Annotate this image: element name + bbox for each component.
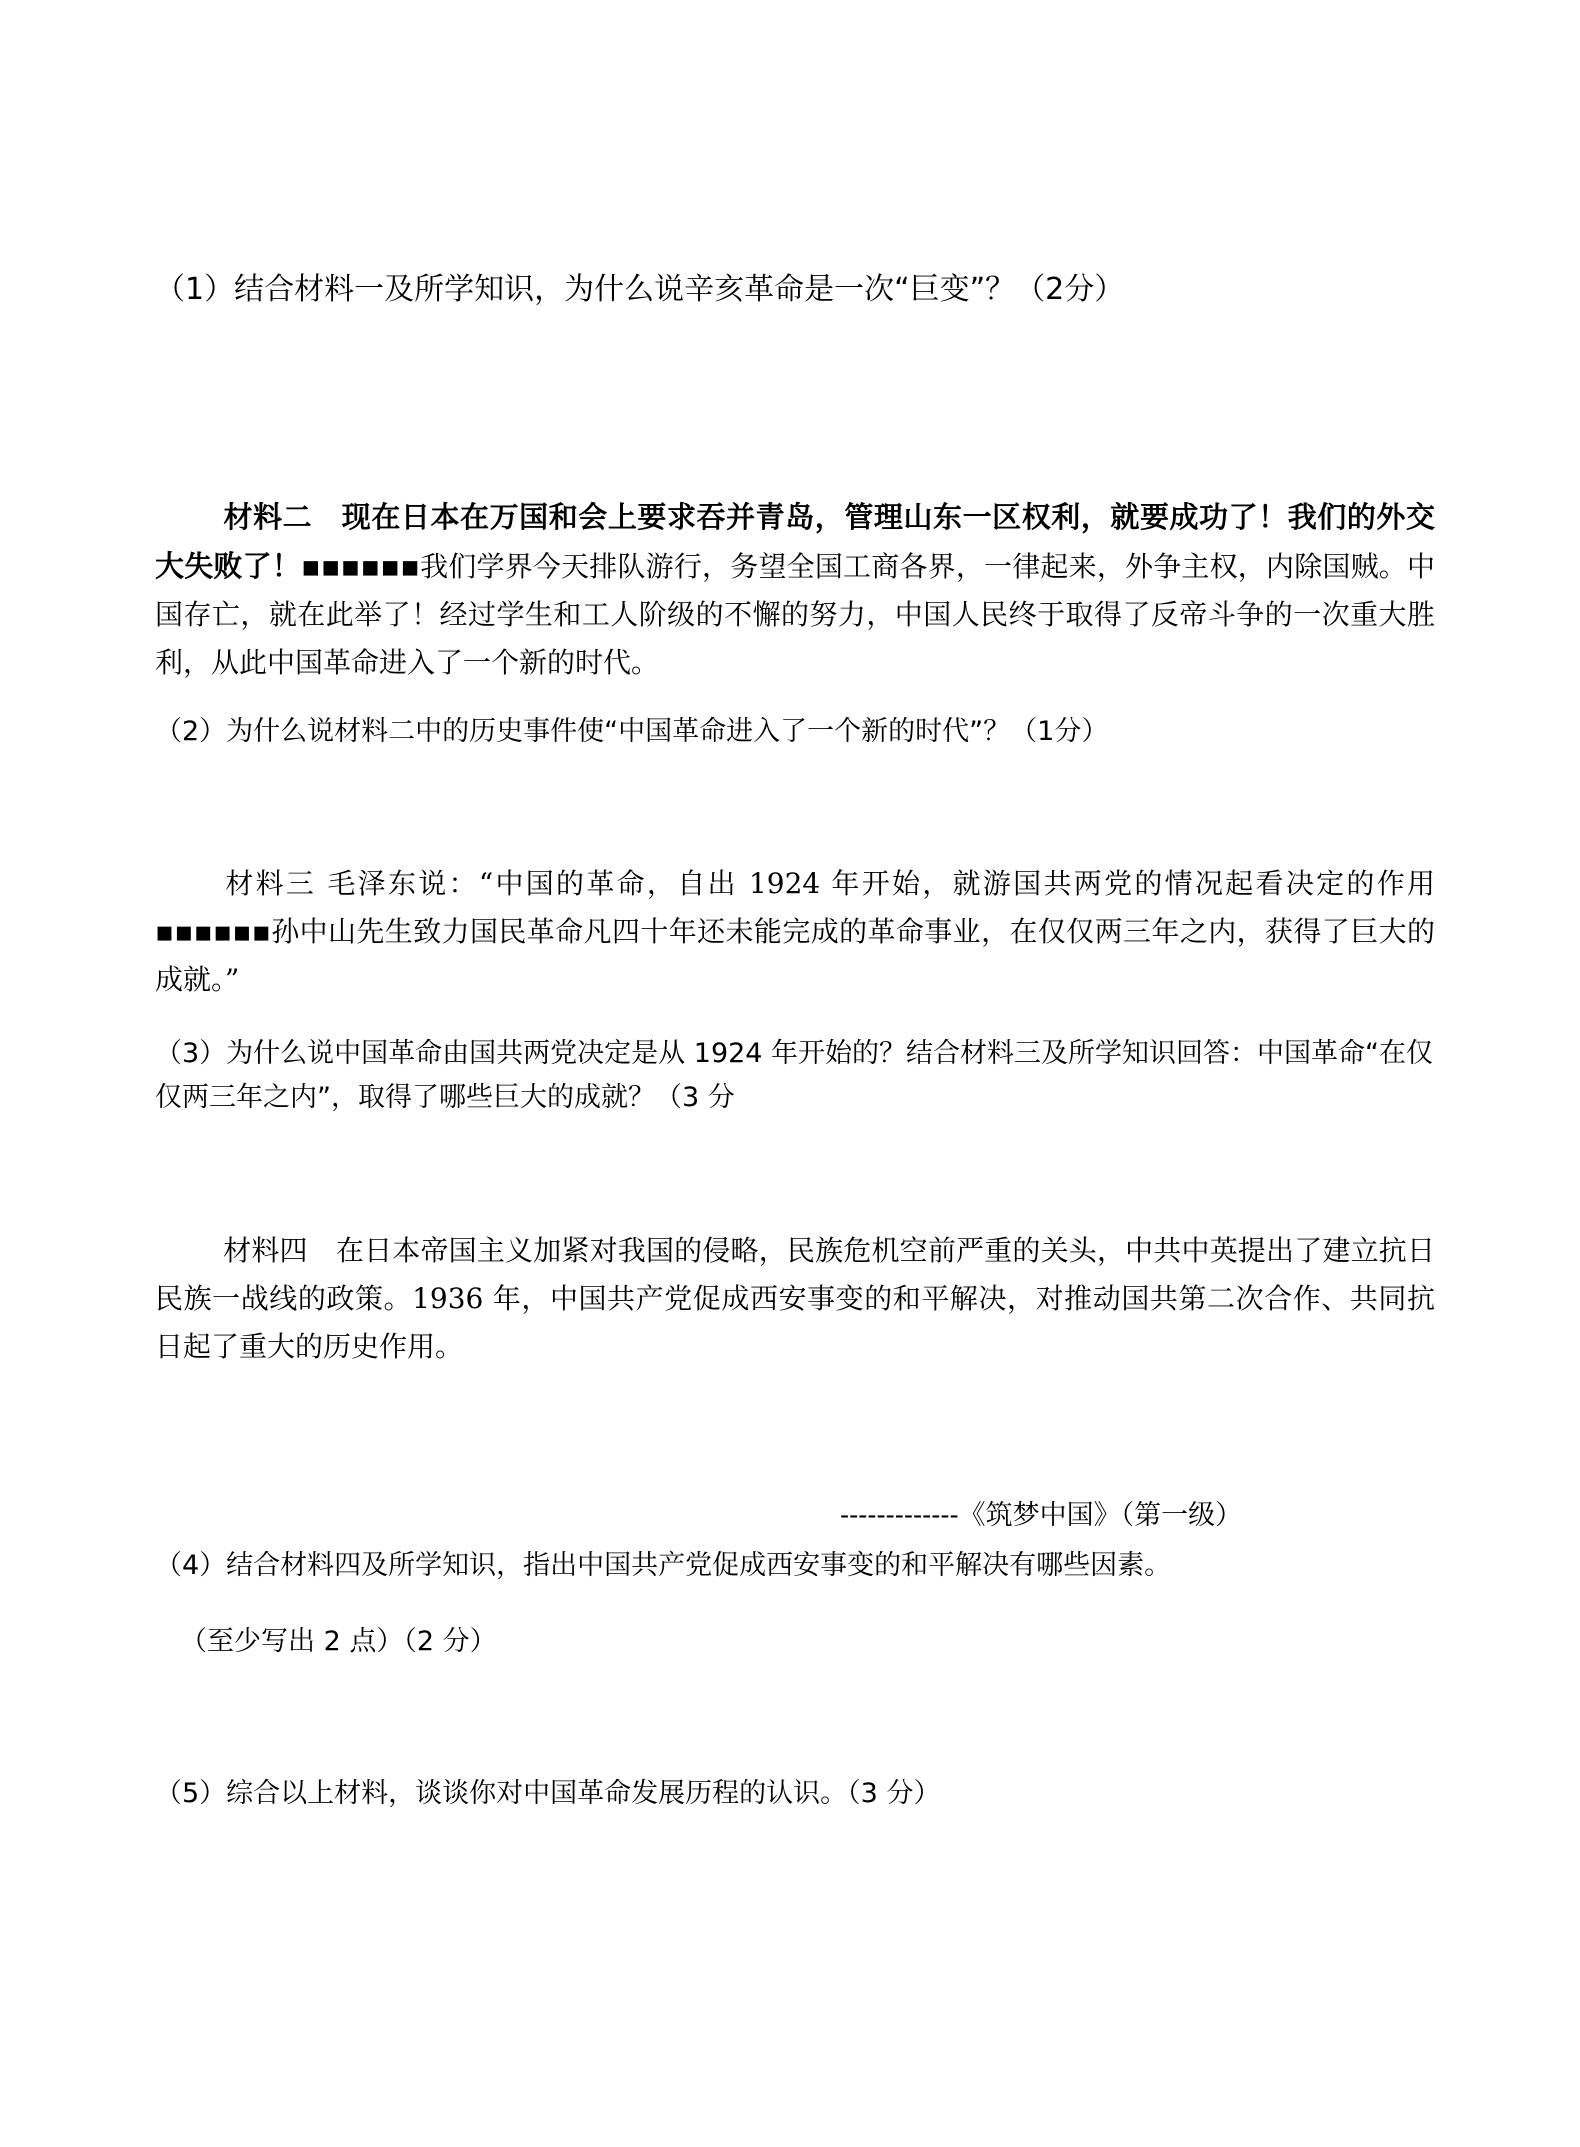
question-3: （3）为什么说中国革命由国共两党决定是从 1924 年开始的？结合材料三及所学知识回答：中国革命“在仅仅两三年之内”，取得了哪些巨大的成就？（3 分 xyxy=(155,1038,1434,1113)
material-4 xyxy=(155,1227,1435,1371)
material-source: -------------《筑梦中国》（第一级） xyxy=(840,1500,1243,1531)
question-4-note: （至少写出 2 点）（2 分） xyxy=(180,1626,497,1657)
question-4: （4）结合材料四及所学知识，指出中国共产党促成西安事变的和平解决有哪些因素。 xyxy=(155,1550,1172,1581)
question-2: （2）为什么说材料二中的历史事件使“中国革命进入了一个新的时代”？（1分） xyxy=(155,716,1109,747)
material-2 xyxy=(155,493,1435,687)
material-3 xyxy=(155,860,1435,1004)
material-4-text: 材料四 在日本帝国主义加紧对我国的侵略，民族危机空前严重的关头，中共中英提出了建立抗日民族一战线的政策。1936 年，中国共产党促成西安事变的和平解决，对推动国共第二次合作、共同抗日起了重大的历史作用。 xyxy=(155,1234,1435,1363)
material-2-head: 材料二 现在日本在万国和会上要求吞并青岛，管理山东一区权利，就要成功了！我们的外交大失败了！▪▪▪▪▪▪ xyxy=(155,500,1435,583)
material-3-text: 材料三 毛泽东说：“中国的革命，自出 1924 年开始，就游国共两党的情况起看决定的作用▪▪▪▪▪▪孙中山先生致力国民革命凡四十年还未能完成的革命事业，在仅仅两三年之内，获得了巨大的成就。” xyxy=(155,867,1435,996)
question-5: （5）综合以上材料，谈谈你对中国革命发展历程的认识。（3 分） xyxy=(155,1778,941,1809)
question-1: （1）结合材料一及所学知识，为什么说辛亥革命是一次“巨变”？（2分） xyxy=(155,272,1125,307)
material-2-body: 我们学界今天排队游行，务望全国工商各界，一律起来，外争主权，内除国贼。中国存亡，就在此举了！经过学生和工人阶级的不懈的努力，中国人民终于取得了反帝斗争的一次重大胜利，从此中国革命进入了一个新的时代。 xyxy=(155,550,1435,679)
